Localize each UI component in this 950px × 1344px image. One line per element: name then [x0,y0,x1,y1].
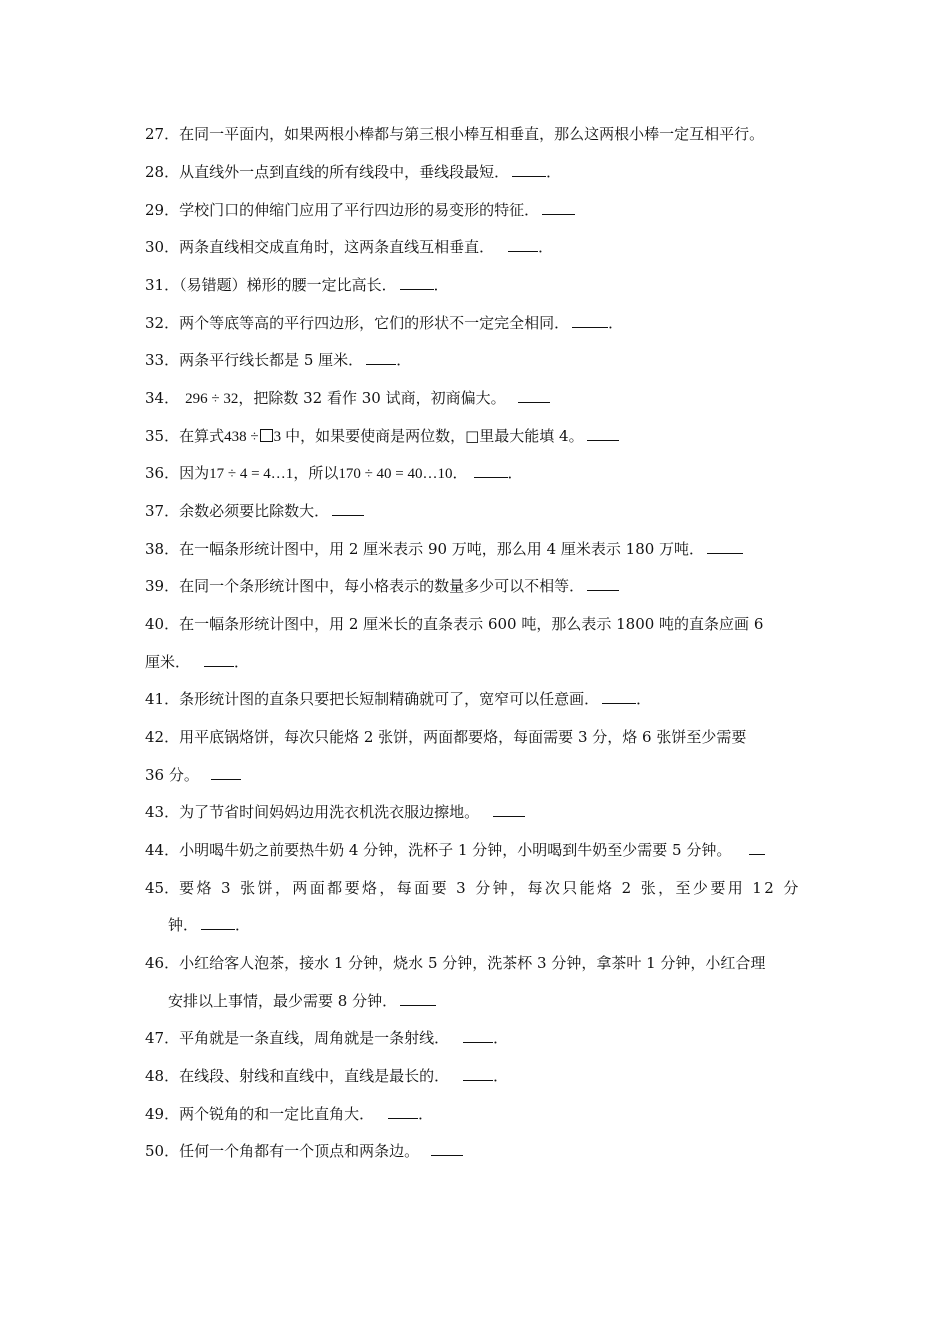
question-text: 从直线外一点到直线的所有线段中，垂线段最短． [179,163,510,181]
answer-blank[interactable] [400,991,436,1006]
question-text: 余数必须要比除数大． [179,502,330,520]
question-text: 两个锐角的和一定比直角大． [179,1105,375,1123]
question-number: 39． [145,577,180,595]
question-32 [145,313,623,333]
question-text-line2: 厘米． [145,653,191,671]
question-41 [145,689,651,709]
question-text-line2: 钟． [168,916,199,934]
question-text: 条形统计图的直条只要把长短制精确就可了，宽窄可以任意画． [179,690,600,708]
question-42 [145,727,746,747]
question-end: ． [493,1067,509,1085]
question-text: 为了节省时间妈妈边用洗衣机洗衣服边擦地。 [179,803,480,821]
question-number: 35． [145,427,180,445]
question-45-continued [168,915,250,935]
question-text-mid: ，所以 [293,464,339,482]
question-text-pre: 因为 [179,464,210,482]
answer-blank[interactable] [211,765,241,780]
question-number: 32． [145,314,180,332]
question-text: 在线段、射线和直线中，直线是最长的． [179,1067,450,1085]
question-text: 小明喝牛奶之前要热牛奶 4 分钟，洗杯子 1 分钟，小明喝到牛奶至少需要 5 分钟。 [179,841,732,859]
question-number: 45． [145,879,180,897]
question-49 [145,1104,433,1124]
question-number: 40． [145,615,180,633]
question-number: 31． [145,276,180,294]
question-text: （易错题）梯形的腰一定比高长． [179,276,397,294]
answer-blank[interactable] [474,463,508,478]
question-47 [145,1028,508,1048]
question-number: 38． [145,540,180,558]
question-end: ． [452,464,468,482]
answer-blank[interactable] [508,237,538,252]
answer-blank[interactable] [204,652,234,667]
answer-blank[interactable] [542,200,575,215]
answer-blank[interactable] [749,840,765,855]
question-text: 小红给客人泡茶，接水 1 分钟，烧水 5 分钟，洗茶杯 3 分钟，拿茶叶 1 分钟，小红合理 [179,954,766,972]
question-number: 34． [145,389,180,407]
question-text: 在一幅条形统计图中，用 2 厘米长的直条表示 600 吨，那么表示 1800 吨的直条应画 6 [179,615,764,633]
question-46-continued [168,991,436,1011]
answer-blank[interactable] [707,539,743,554]
answer-blank[interactable] [388,1104,418,1119]
question-30 [145,237,553,257]
question-number: 48． [145,1067,180,1085]
question-number: 47． [145,1029,180,1047]
question-end: ． [546,163,562,181]
question-end: ． [608,314,624,332]
question-text: 在同一个条形统计图中，每小格表示的数量多少可以不相等． [179,577,585,595]
question-37 [145,501,364,521]
math-expression: 296 ÷ 32 [185,391,239,407]
question-text: 两条平行线长都是 5 厘米． [179,351,364,369]
question-number: 42． [145,728,180,746]
question-end: ． [433,276,449,294]
question-36 [145,463,523,484]
question-42-continued [145,765,241,785]
question-text: 两条直线相交成直角时，这两条直线互相垂直． [179,238,495,256]
question-35 [145,426,619,447]
math-expression: 438 ÷ [224,429,259,445]
question-44 [145,840,765,860]
question-text: 用平底锅烙饼，每次只能烙 2 张饼，两面都要烙，每面需要 3 分，烙 6 张饼至少需要 [179,728,747,746]
question-29 [145,200,575,220]
answer-blank[interactable] [366,350,396,365]
question-end: ． [418,1105,434,1123]
math-expression-2: 170 ÷ 40 = 40…10 [338,466,453,482]
question-text-line2: 安排以上事情，最少需要 8 分钟． [168,992,398,1010]
question-number: 50． [145,1142,180,1160]
question-number: 37． [145,502,180,520]
question-number: 30． [145,238,180,256]
question-text: 学校门口的伸缩门应用了平行四边形的易变形的特征． [179,201,540,219]
question-27 [145,124,764,144]
answer-blank[interactable] [602,689,636,704]
answer-blank[interactable] [493,802,525,817]
question-end: ． [493,1029,509,1047]
question-number: 44． [145,841,180,859]
question-number: 36． [145,464,180,482]
answer-blank[interactable] [463,1066,493,1081]
question-text: 两个等底等高的平行四边形，它们的形状不一定完全相同． [179,314,570,332]
question-38 [145,539,743,559]
question-31 [145,275,449,295]
answer-blank[interactable] [463,1028,493,1043]
question-28 [145,162,561,182]
question-text-line2: 36 分。 [145,766,199,784]
question-end: ． [538,238,554,256]
question-number: 27． [145,125,180,143]
answer-blank[interactable] [512,162,546,177]
answer-blank[interactable] [400,275,434,290]
question-end: ． [235,916,251,934]
question-40-continued [145,652,249,672]
question-33 [145,350,411,370]
math-expression-1: 17 ÷ 4 = 4…1 [209,466,294,482]
question-number: 28． [145,163,180,181]
question-end: ． [507,464,523,482]
math-digit: 3 [273,429,282,445]
question-end: ． [234,653,250,671]
answer-blank[interactable] [587,576,619,591]
question-text: 任何一个角都有一个顶点和两条边。 [179,1142,420,1160]
answer-blank[interactable] [518,388,550,403]
answer-blank[interactable] [587,426,619,441]
question-46 [145,953,765,973]
empty-box [260,429,273,442]
question-number: 43． [145,803,180,821]
question-text: 在同一平面内，如果两根小棒都与第三根小棒互相垂直，那么这两根小棒一定互相平行。 [179,125,765,143]
question-end: ． [636,690,652,708]
question-text: 平角就是一条直线，周角就是一条射线． [179,1029,450,1047]
question-45 [145,878,801,898]
question-text: 要烙 3 张饼，两面都要烙，每面要 3 分钟，每次只能烙 2 张，至少要用 12 分 [179,879,801,897]
question-34 [145,388,550,409]
question-39 [145,576,619,596]
question-text-pre: 在算式 [179,427,225,445]
question-text: ，把除数 32 看作 30 试商，初商偏大。 [238,389,506,407]
question-text: 在一幅条形统计图中，用 2 厘米表示 90 万吨，那么用 4 厘米表示 180 万吨． [179,540,705,558]
question-number: 29． [145,201,180,219]
question-40 [145,614,763,634]
question-number: 46． [145,954,180,972]
question-43 [145,802,525,822]
question-number: 33． [145,351,180,369]
question-text: 中，如果要使商是两位数，□里最大能填 4。 [285,427,584,445]
question-number: 49． [145,1105,180,1123]
question-48 [145,1066,508,1086]
answer-blank[interactable] [332,501,364,516]
answer-blank[interactable] [201,915,235,930]
question-number: 41． [145,690,180,708]
question-end: ． [396,351,412,369]
answer-blank[interactable] [572,313,608,328]
answer-blank[interactable] [431,1141,463,1156]
question-50 [145,1141,463,1161]
